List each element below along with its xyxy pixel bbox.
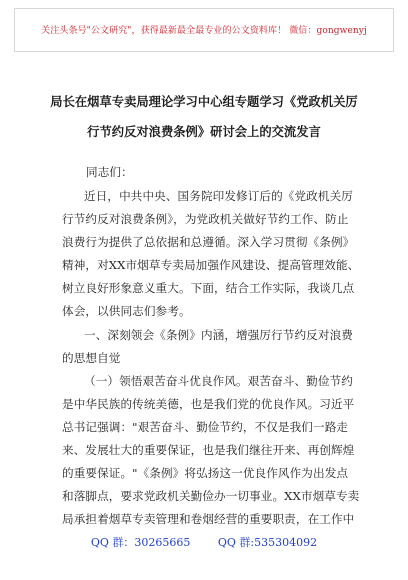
paragraph-line: 和落脚点，要求党政机关勤俭办一切事业。XX市烟草专卖 [62, 489, 360, 503]
salutation: 同志们： [86, 165, 133, 179]
paragraph-line: 局承担着烟草专卖管理和卷烟经营的重要职责，在工作中 [62, 512, 355, 526]
paragraph-line: 来、发展壮大的重要保证，也是我们继往开来、再创辉煌 [62, 443, 355, 457]
banner-text: 关注头条号"公文研究"，获得最新最全最专业的公文资料库！ 微信：gongwenyj [41, 26, 367, 36]
section-heading-line: 一、深刻领会《条例》内涵，增强厉行节约反对浪费 [84, 328, 353, 342]
footer-qq-group-2: QQ 群:535304092 [217, 536, 318, 549]
paragraph-line: 浪费行为提供了总依据和总遵循。深入学习贯彻《条例》 [62, 235, 355, 249]
document-title-line-1: 局长在烟草专卖局理论学习中心组专题学习《党政机关厉 [50, 94, 358, 109]
paragraph-line: （一）领悟艰苦奋斗优良作风。艰苦奋斗、勤俭节约 [84, 374, 353, 388]
footer [0, 534, 408, 550]
paragraph-line: 的重要保证。"《条例》将弘扬这一优良作风作为出发点 [62, 466, 349, 480]
paragraph-line: 近日，中共中央、国务院印发修订后的《党政机关厉 [84, 189, 353, 203]
paragraph-line: 总书记强调："艰苦奋斗、勤俭节约，不仅是我们一路走 [62, 420, 349, 434]
footer-qq-group-1: QQ 群：30265665 [90, 536, 191, 549]
section-heading-line: 的思想自觉 [62, 351, 121, 365]
paragraph-line: 行节约反对浪费条例》，为党政机关做好节约工作、防止 [62, 212, 349, 226]
paragraph-line: 精神，对XX市烟草专卖局加强作风建设、提高管理效能、 [62, 258, 360, 272]
paragraph-line: 树立良好形象意义重大。下面，结合工作实际，我谈几点 [62, 281, 355, 295]
header-banner [14, 8, 394, 52]
paragraph-line: 是中华民族的传统美德，也是我们党的优良作风。习近平 [62, 397, 355, 411]
document-title-line-2: 行节约反对浪费条例》研讨会上的交流发言 [87, 124, 321, 139]
paragraph-line: 体会，以供同志们参考。 [62, 304, 191, 318]
